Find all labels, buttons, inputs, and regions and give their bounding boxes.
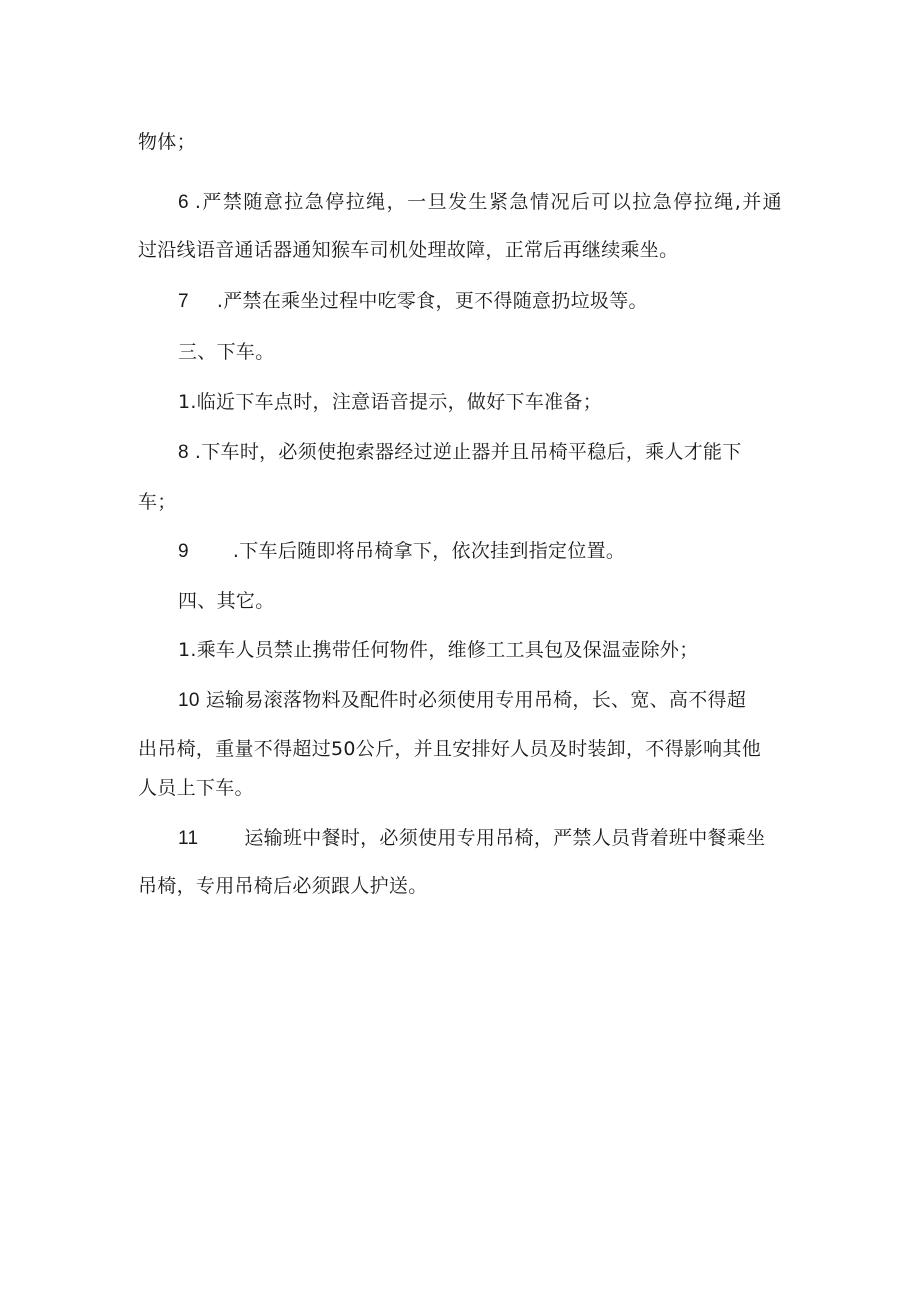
line-text: 车； <box>138 491 177 513</box>
item-number: 11 <box>178 828 199 849</box>
list-item-11 <box>178 826 765 851</box>
item-number: 8 <box>178 442 189 463</box>
line-text: 过沿线语音通话器通知猴车司机处理故障，正常后再继续乘坐。 <box>138 239 679 261</box>
item-text: 运输班中餐时，必须使用专用吊椅，严禁人员背着班中餐乘坐 <box>244 827 766 849</box>
section-heading <box>178 589 275 613</box>
item-number: 6 <box>178 192 189 213</box>
item-text: .下车时，必须使抱索器经过逆止器并且吊椅平稳后，乘人才能下 <box>194 441 742 463</box>
text-line <box>138 874 428 898</box>
text-line <box>138 737 761 761</box>
item-text: .下车后随即将吊椅拿下，依次挂到指定位置。 <box>232 540 626 562</box>
list-item-7 <box>178 289 648 314</box>
item-text: 运输易滚落物料及配件时必须使用专用吊椅，长、宽、高不得超 <box>205 689 747 711</box>
text-line <box>138 490 177 514</box>
line-text: 物体； <box>138 131 196 153</box>
text-line <box>138 776 254 800</box>
item-text: 1.乘车人员禁止携带任何物件，维修工工具包及保温壶除外； <box>178 639 699 661</box>
item-text: 1.临近下车点时，注意语音提示，做好下车准备； <box>178 391 603 413</box>
heading-text: 三、下车。 <box>178 341 275 363</box>
item-number: 9 <box>178 541 189 562</box>
item-number: 7 <box>178 291 189 312</box>
item-text: .严禁在乘坐过程中吃零食，更不得随意扔垃圾等。 <box>216 290 648 312</box>
line-text: 人员上下车。 <box>138 777 254 799</box>
line-text: 出吊椅，重量不得超过50公斤，并且安排好人员及时装卸，不得影响其他 <box>138 738 762 760</box>
text-line <box>138 130 196 154</box>
list-item-10 <box>178 688 746 713</box>
list-item-1 <box>178 390 602 414</box>
text-line <box>138 238 678 262</box>
list-item-6 <box>178 190 782 215</box>
section-heading <box>178 340 275 364</box>
list-item-8 <box>178 440 742 465</box>
list-item-9 <box>178 539 625 564</box>
item-text: .严禁随意拉急停拉绳，一旦发生紧急情况后可以拉急停拉绳,并通 <box>194 191 782 213</box>
list-item-1 <box>178 638 699 662</box>
heading-text: 四、其它。 <box>178 590 275 612</box>
line-text: 吊椅，专用吊椅后必须跟人护送。 <box>138 875 428 897</box>
item-number: 10 <box>178 690 200 711</box>
